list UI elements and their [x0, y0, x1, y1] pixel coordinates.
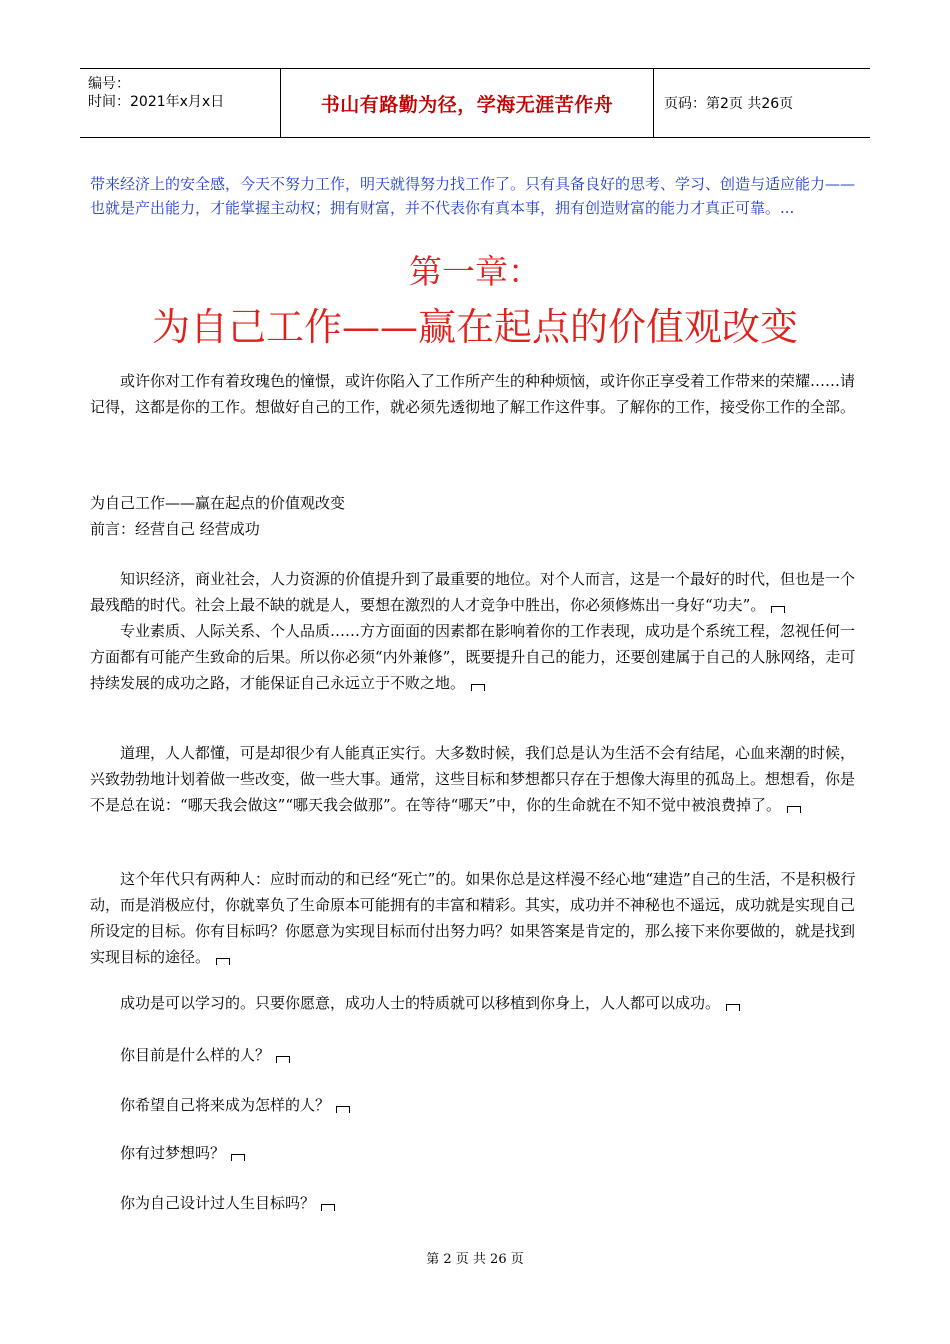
header-motto-cell [281, 69, 654, 137]
lead-block [90, 368, 860, 420]
question-1-block [90, 990, 860, 1016]
body-paragraph [90, 1042, 860, 1068]
paragraph-mark-icon [336, 1106, 350, 1113]
paragraph-block-2 [90, 740, 860, 818]
lead-paragraph: 或许你对工作有着玫瑰色的憧憬，或许你陷入了工作所产生的种种烦恼，或许你正享受着工作带来的荣耀……请记得，这都是你的工作。想做好自己的工作，就必须先透彻地了解工作这件事。了解你的工作，接受你工作的全部。 [90, 372, 856, 416]
paragraph-text: 你有过梦想吗？ [120, 1144, 226, 1162]
body-paragraph [90, 990, 860, 1016]
paragraph-text: 专业素质、人际关系、个人品质……方方面面的因素都在影响着你的工作表现，成功是个系统工程，忽视任何一方面都有可能产生致命的后果。所以你必须“内外兼修”，既要提升自己的能力，还要创建属于自己的人脉网络，走可持续发展的成功之路，才能保证自己永远立于不败之地。 [90, 622, 856, 692]
page-header [80, 68, 870, 138]
body-paragraph [90, 618, 860, 696]
paragraph-mark-icon [321, 1204, 335, 1211]
paragraph-text: 成功是可以学习的。只要你愿意，成功人士的特质就可以移植到你身上，人人都可以成功。 [120, 994, 721, 1012]
paragraph-block-3 [90, 866, 860, 970]
paragraph-text: 你目前是什么样的人？ [120, 1046, 271, 1064]
paragraph-mark-icon [771, 606, 785, 613]
header-page-cell [654, 69, 870, 137]
question-2-block [90, 1042, 860, 1068]
paragraph-text: 你为自己设计过人生目标吗？ [120, 1194, 316, 1212]
question-4-block [90, 1140, 860, 1166]
chapter-number: 第一章： [409, 252, 541, 291]
preface-title: 前言：经营自己 经营成功 [90, 520, 260, 538]
section-title: 为自己工作——赢在起点的价值观改变 [90, 494, 346, 512]
body-paragraph [90, 1092, 860, 1118]
paragraph-mark-icon [231, 1154, 245, 1161]
paragraph-mark-icon [726, 1004, 740, 1011]
question-3-block [90, 1092, 860, 1118]
paragraph-block-1 [90, 566, 860, 696]
motto: 书山有路勤为径，学海无涯苦作舟 [320, 93, 614, 116]
paragraph-mark-icon [787, 806, 801, 813]
paragraph-text: 道理，人人都懂，可是却很少有人能真正实行。大多数时候，我们总是认为生活不会有结尾，心血来潮的时候，兴致勃勃地计划着做一些改变，做一些大事。通常，这些目标和梦想都只存在于想像大海里的孤岛上。想想看，你是不是总在说：“哪天我会做这”“哪天我会做那”。在等待“哪天”中，你的生命就在不知不觉中被浪费掉了。 [90, 744, 856, 814]
body-paragraph [90, 566, 860, 618]
page-footer: 第 2 页 共 26 页 [426, 1252, 524, 1267]
section-headings [90, 490, 860, 542]
paragraph-text: 你希望自己将来成为怎样的人？ [120, 1096, 331, 1114]
paragraph-text: 知识经济，商业社会，人力资源的价值提升到了最重要的地位。对个人而言，这是一个最好的时代，但也是一个最残酷的时代。社会上最不缺的就是人，要想在激烈的人才竞争中胜出，你必须修炼出一身好“功夫”。 [90, 570, 856, 614]
paragraph-mark-icon [471, 684, 485, 691]
body-paragraph [90, 1190, 860, 1216]
intro-blue-paragraph: 带来经济上的安全感，今天不努力工作，明天就得努力找工作了。只有具备良好的思考、学习、创造与适应能力——也就是产出能力，才能掌握主动权；拥有财富，并不代表你有真本事，拥有创造财富的能力才真正可靠。... [90, 175, 856, 217]
header-meta-cell [80, 69, 281, 137]
body-paragraph [90, 740, 860, 818]
paragraph-mark-icon [216, 958, 230, 965]
paragraph-mark-icon [276, 1056, 290, 1063]
page-info: 页码：第2页 共26页 [664, 96, 794, 112]
body-paragraph [90, 1140, 860, 1166]
chapter-title: 为自己工作——赢在起点的价值观改变 [151, 305, 798, 349]
paragraph-text: 这个年代只有两种人：应时而动的和已经“死亡”的。如果你总是这样漫不经心地“建造”自己的生活，不是积极行动，而是消极应付，你就辜负了生命原本可能拥有的丰富和精彩。其实，成功并不神秘也不遥远，成功就是实现自己所设定的目标。你有目标吗？你愿意为实现目标而付出努力吗？如果答案是肯定的，那么接下来你要做的，就是找到实现目标的途径。 [90, 870, 856, 966]
body-paragraph [90, 866, 860, 970]
number-label: 编号： [88, 76, 130, 92]
question-5-block [90, 1190, 860, 1216]
time-label: 时间：2021年x月x日 [88, 94, 225, 110]
